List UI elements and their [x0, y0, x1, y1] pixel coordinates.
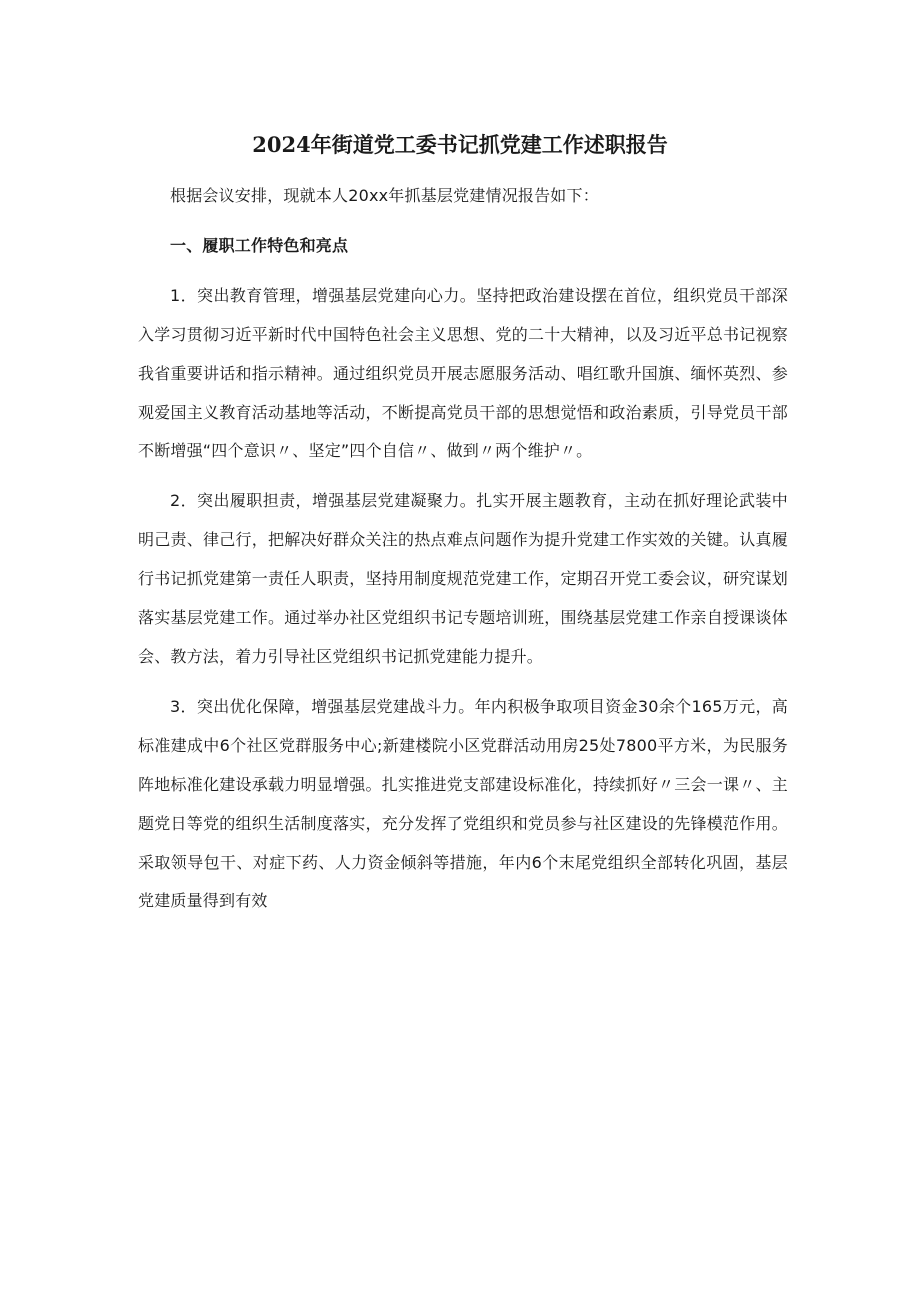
paragraph-3: 3．突出优化保障，增强基层党建战斗力。年内积极争取项目资金30余个165万元，高标准建成中6个社区党群服务中心;新建楼院小区党群活动用房25处7800平方米，为民服务阵地标准化建设承载力明显增强。扎实推进党支部建设标准化，持续抓好〃三会一课〃、主题党日等党的组织生活制度落实，充分发挥了党组织和党员参与社区建设的先锋模范作用。采取领导包干、对症下药、人力资金倾斜等措施，年内6个末尾党组织全部转化巩固，基层党建质量得到有效	[138, 696, 788, 911]
intro-paragraph: 根据会议安排，现就本人20xx年抓基层党建情况报告如下：	[170, 186, 599, 205]
paragraph-2: 2．突出履职担责，增强基层党建凝聚力。扎实开展主题教育，主动在抓好理论武装中明己责、律己行，把解决好群众关注的热点难点问题作为提升党建工作实效的关键。认真履行书记抓党建第一责任人职责，坚持用制度规范党建工作，定期召开党工委会议，研究谋划落实基层党建工作。通过举办社区党组织书记专题培训班，围绕基层党建工作亲自授课谈体会、教方法，着力引导社区党组织书记抓党建能力提升。	[138, 491, 788, 666]
paragraph-1: 1．突出教育管理，增强基层党建向心力。坚持把政治建设摆在首位，组织党员干部深入学习贯彻习近平新时代中国特色社会主义思想、党的二十大精神，以及习近平总书记视察我省重要讲话和指示精神。通过组织党员开展志愿服务活动、唱红歌升国旗、缅怀英烈、参观爱国主义教育活动基地等活动，不断提高党员干部的思想觉悟和政治素质，引导党员干部不断增强“四个意识〃、坚定”四个自信〃、做到〃两个维护〃。	[138, 285, 788, 461]
document-title: 2024年街道党工委书记抓党建工作述职报告	[252, 132, 668, 157]
section-heading: 一、履职工作特色和亮点	[170, 235, 349, 255]
document-body	[138, 177, 788, 921]
